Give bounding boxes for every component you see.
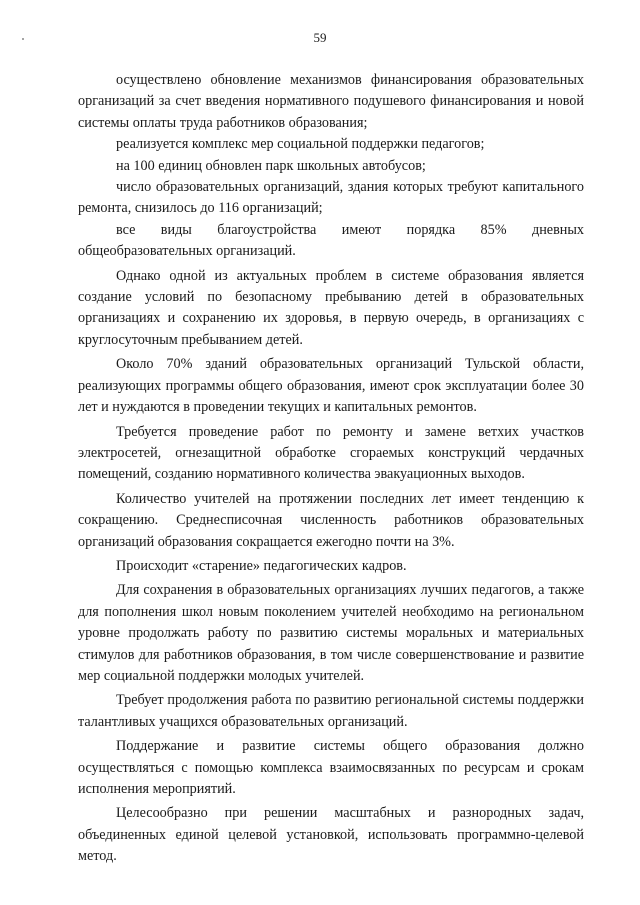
paragraph: Требуется проведение работ по ремонту и замене ветхих участков электросетей, огнезащитной обработке сгораемых конструкций чердачных помещений, созданию нормативного количества эвакуационных выходов.	[78, 423, 584, 483]
paragraph: число образовательных организаций, здания которых требуют капитального ремонта, снизилось до 116 организаций;	[78, 179, 584, 217]
paragraph: реализуется комплекс мер социальной поддержки педагогов;	[116, 136, 485, 153]
paragraph: осуществлено обновление механизмов финансирования образовательных организаций за счет введения нормативного подушевого финансирования и новой системы оплаты труда работников образования;	[78, 72, 584, 131]
document-body	[78, 70, 584, 868]
paragraph: Происходит «старение» педагогических кадров.	[116, 557, 407, 574]
page-number: 59	[313, 30, 327, 45]
paragraph: Однако одной из актуальных проблем в системе образования является создание условий по безопасному пребыванию детей в образовательных организациях и сохранению их здоровья, в первую очередь, в организациях с круглосуточным пребыванием детей.	[78, 267, 584, 348]
paragraph: Около 70% зданий образовательных организаций Тульской области, реализующих программы общего образования, имеют срок эксплуатации более 30 лет и нуждаются в проведении текущих и капитальных ремонтов.	[78, 356, 584, 416]
paragraph: Для сохранения в образовательных организациях лучших педагогов, а также для пополнения школ новым поколением учителей необходимо на региональном уровне продолжать работу по развитию системы моральных и материальных стимулов для работников образования, в том числе совершенствование и развитие мер социальной поддержки молодых учителей.	[78, 582, 584, 684]
paragraph: Поддержание и развитие системы общего образования должно осуществляться с помощью комплекса взаимосвязанных по ресурсам и срокам исполнения мероприятий.	[78, 738, 584, 797]
paragraph: Целесообразно при решении масштабных и разнородных задач, объединенных единой целевой установкой, использовать программно-целевой метод.	[78, 805, 584, 865]
paragraph: Количество учителей на протяжении последних лет имеет тенденцию к сокращению. Среднесписочная численность работников образовательных организаций образования сокращается ежегодно почти на 3%.	[78, 490, 584, 550]
paragraph: все виды благоустройства имеют порядка 85% дневных общеобразовательных организаций.	[78, 221, 584, 260]
paragraph: Требует продолжения работа по развитию региональной системы поддержки талантливых учащихся образовательных организаций.	[78, 692, 584, 730]
paragraph: на 100 единиц обновлен парк школьных автобусов;	[116, 157, 426, 174]
